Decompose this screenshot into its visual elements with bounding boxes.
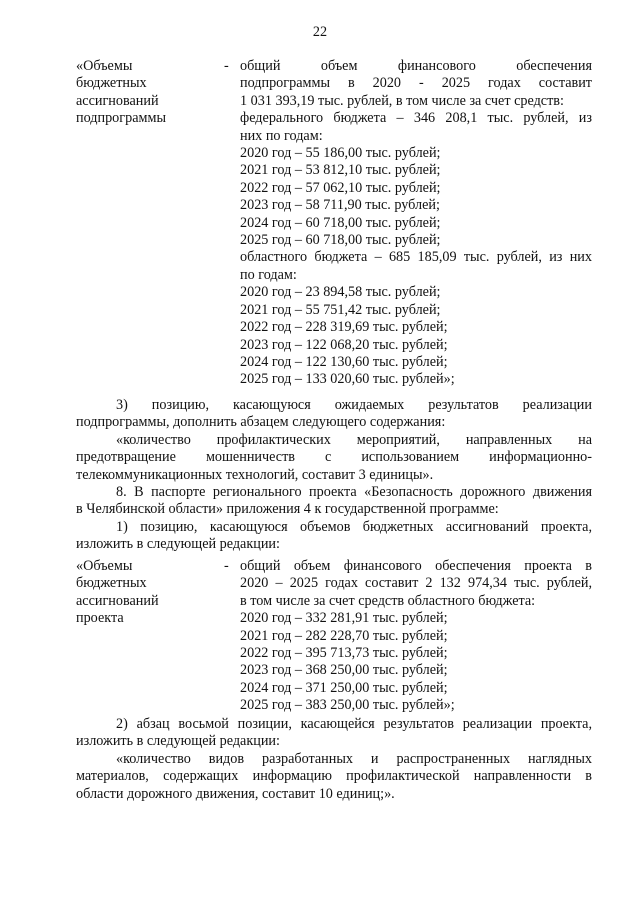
label-line: проекта [76,610,124,627]
label-line: бюджетных [76,575,147,592]
project-year-line: 2023 год – 368 250,00 тыс. рублей; [240,662,448,679]
label-line: ассигнований [76,92,159,109]
regional-year-line: 2021 год – 55 751,42 тыс. рублей; [240,301,441,318]
text-line: подпрограммы в 2020 - 2025 годах составит [240,75,592,92]
text-line: общий объем финансового обеспечения проекта в [240,558,592,574]
paragraph-2 [76,716,592,751]
separator-dash: - [224,58,229,74]
label-line: «Объемы [76,58,133,74]
project-funding-text [240,558,592,715]
label-line: бюджетных [76,75,147,92]
project-year-line: 2022 год – 395 713,73 тыс. рублей; [240,645,448,662]
text-line: 1 031 393,19 тыс. рублей, в том числе за счет средств: [240,92,564,109]
regional-year-line: 2022 год – 228 319,69 тыс. рублей; [240,319,448,336]
text-line: области дорожного движения, составит 10 единиц;». [76,785,395,802]
federal-year-line: 2022 год – 57 062,10 тыс. рублей; [240,179,441,196]
regional-year-line: 2020 год – 23 894,58 тыс. рублей; [240,284,441,301]
text-line: предотвращение мошенничеств с использованием информационно- [76,449,592,466]
text-line: «количество профилактических мероприятий, направленных на [116,432,592,448]
federal-year-line: 2020 год – 55 186,00 тыс. рублей; [240,145,441,162]
text-line: общий объем финансового обеспечения [240,58,592,74]
project-funding-block [76,558,592,715]
text-line: 1) позицию, касающуюся объемов бюджетных ассигнований проекта, [116,519,592,535]
project-year-line: 2020 год – 332 281,91 тыс. рублей; [240,610,448,627]
paragraph-8 [76,484,592,519]
project-year-line: 2021 год – 282 228,70 тыс. рублей; [240,627,448,644]
federal-year-line: 2023 год – 58 711,90 тыс. рублей; [240,197,440,214]
text-line: материалов, содержащих информацию профилактической направленности в [76,768,592,785]
regional-year-line: 2024 год – 122 130,60 тыс. рублей; [240,353,448,370]
text-line: областного бюджета – 685 185,09 тыс. рублей, из них [240,249,592,266]
page-number: 22 [312,24,328,40]
label-line: ассигнований [76,592,159,609]
project-funding-label [76,558,224,715]
regional-year-line: 2023 год – 122 068,20 тыс. рублей; [240,336,448,353]
text-line: федерального бюджета – 346 208,1 тыс. рублей, из [240,110,592,127]
quote-visual-materials [76,751,592,803]
subprogram-funding-label [76,58,224,389]
text-line: по годам: [240,266,297,283]
paragraph-3 [76,397,592,432]
regional-year-line: 2025 год – 133 020,60 тыс. рублей»; [240,371,455,388]
text-line: 2) абзац восьмой позиции, касающейся результатов реализации проекта, [116,716,592,732]
text-line: телекоммуникационных технологий, составит 3 единицы». [76,466,434,483]
text-line: в Челябинской области» приложения 4 к государственной программе: [76,501,499,518]
subprogram-funding-text [240,58,592,389]
paragraph-1 [76,519,592,554]
federal-year-line: 2024 год – 60 718,00 тыс. рублей; [240,214,441,231]
text-line: изложить в следующей редакции: [76,733,280,750]
quote-fraud-prevention [76,432,592,484]
federal-year-line: 2021 год – 53 812,10 тыс. рублей; [240,162,441,179]
federal-year-line: 2025 год – 60 718,00 тыс. рублей; [240,232,441,249]
project-year-line: 2024 год – 371 250,00 тыс. рублей; [240,679,448,696]
text-line: подпрограммы, дополнить абзацем следующего содержания: [76,414,446,431]
separator-dash: - [224,558,229,574]
text-line: них по годам: [240,127,323,144]
text-line: «количество видов разработанных и распространенных наглядных [116,751,592,767]
text-line: изложить в следующей редакции: [76,536,280,553]
project-year-line: 2025 год – 383 250,00 тыс. рублей»; [240,697,455,714]
label-line: подпрограммы [76,110,166,127]
subprogram-funding-block [76,58,592,389]
text-line: 3) позицию, касающуюся ожидаемых результатов реализации [116,397,592,413]
text-line: 8. В паспорте регионального проекта «Безопасность дорожного движения [116,484,592,500]
label-line: «Объемы [76,558,133,574]
text-line: в том числе за счет средств областного бюджета: [240,592,536,609]
text-line: 2020 – 2025 годах составит 2 132 974,34 тыс. рублей, [240,575,592,592]
